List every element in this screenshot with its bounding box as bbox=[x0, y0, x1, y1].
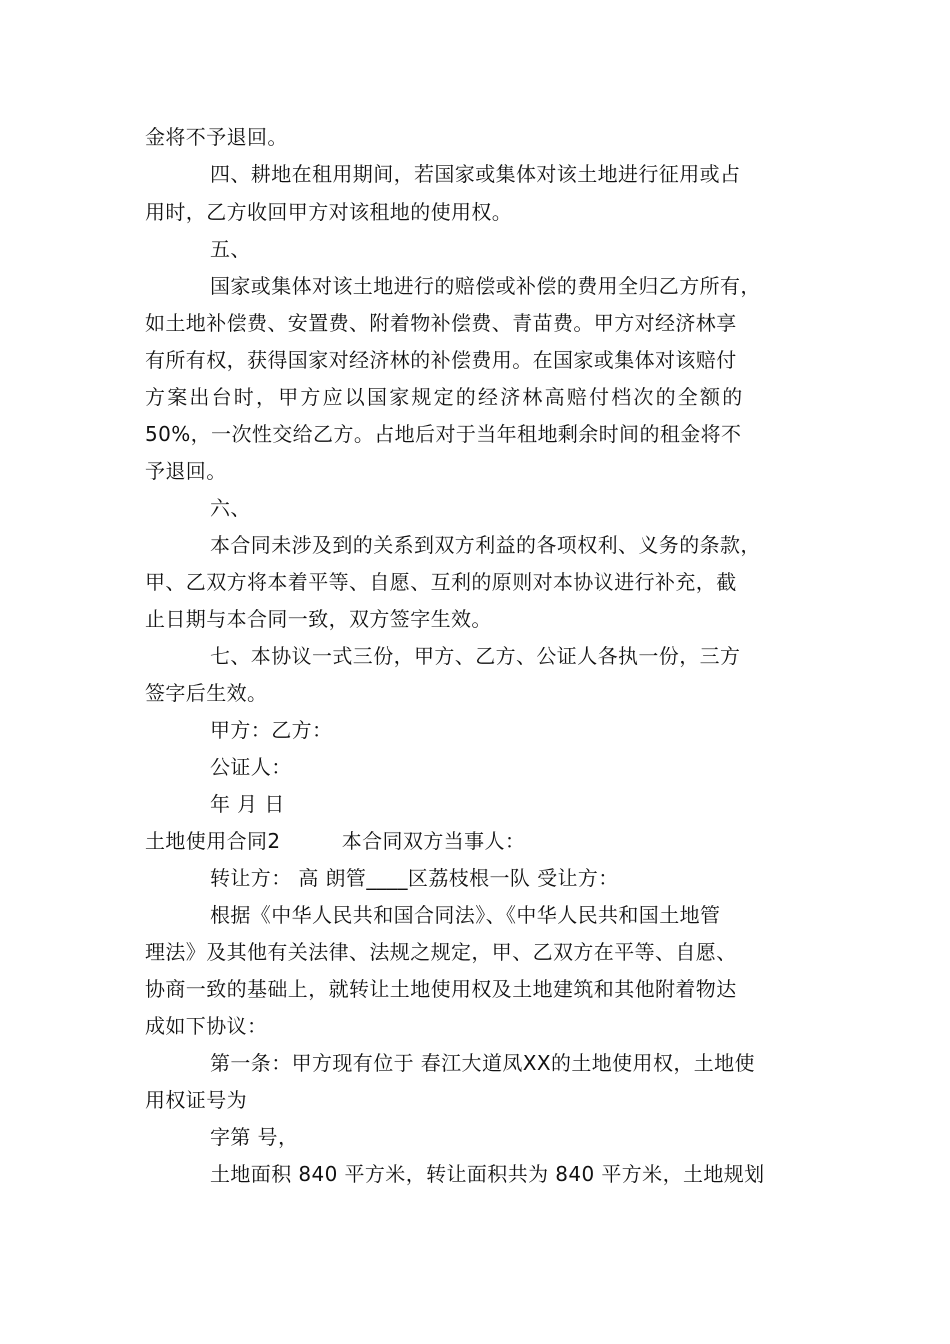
contract-two-heading: 土地使用合同2 本合同双方当事人： bbox=[145, 829, 526, 853]
paragraph-line: 字第 号， bbox=[210, 1125, 299, 1149]
paragraph-line: 根据《中华人民共和国合同法》、《中华人民共和国土地管 bbox=[210, 903, 721, 927]
paragraph-line: 方案出台时，甲方应以国家规定的经济林高赔付档次的全额的 bbox=[145, 385, 745, 409]
clause-four-line: 四、耕地在租用期间，若国家或集体对该土地进行征用或占 bbox=[210, 162, 741, 186]
clause-seven-line: 七、本协议一式三份，甲方、乙方、公证人各执一份，三方 bbox=[210, 644, 741, 668]
paragraph-line: 成如下协议： bbox=[145, 1014, 268, 1038]
signature-notary: 公证人： bbox=[210, 755, 292, 779]
transferor-line: 转让方： 高 朗管____区荔枝根一队 受让方： bbox=[210, 866, 619, 890]
paragraph-line: 用权证号为 bbox=[145, 1088, 247, 1112]
paragraph-line: 金将不予退回。 bbox=[145, 125, 288, 149]
paragraph-line: 用时，乙方收回甲方对该租地的使用权。 bbox=[145, 200, 513, 224]
paragraph-line: 土地面积 840 平方米，转让面积共为 840 平方米，土地规划 bbox=[210, 1162, 765, 1186]
signature-date: 年 月 日 bbox=[210, 792, 285, 816]
paragraph-line: 有所有权，获得国家对经济林的补偿费用。在国家或集体对该赔付 bbox=[145, 348, 737, 372]
signature-parties: 甲方：乙方： bbox=[210, 718, 333, 742]
clause-six-heading: 六、 bbox=[210, 496, 251, 520]
paragraph-line: 甲、乙双方将本着平等、自愿、互利的原则对本协议进行补充，截 bbox=[145, 570, 737, 594]
article-one-line: 第一条：甲方现有位于 春江大道凤XX的土地使用权，土地使 bbox=[210, 1051, 755, 1075]
paragraph-line: 协商一致的基础上，就转让土地使用权及土地建筑和其他附着物达 bbox=[145, 977, 737, 1001]
paragraph-line: 50%，一次性交给乙方。占地后对于当年租地剩余时间的租金将不 bbox=[145, 422, 742, 446]
paragraph-line: 本合同未涉及到的关系到双方利益的各项权利、义务的条款， bbox=[210, 533, 761, 557]
paragraph-line: 如土地补偿费、安置费、附着物补偿费、青苗费。甲方对经济林享 bbox=[145, 311, 737, 335]
paragraph-line: 止日期与本合同一致，双方签字生效。 bbox=[145, 607, 492, 631]
paragraph-line: 理法》及其他有关法律、法规之规定，甲、乙双方在平等、自愿、 bbox=[145, 940, 737, 964]
paragraph-line: 予退回。 bbox=[145, 459, 227, 483]
paragraph-line: 国家或集体对该土地进行的赔偿或补偿的费用全归乙方所有， bbox=[210, 274, 761, 298]
paragraph-line: 签字后生效。 bbox=[145, 681, 268, 705]
clause-five-heading: 五、 bbox=[210, 237, 251, 261]
